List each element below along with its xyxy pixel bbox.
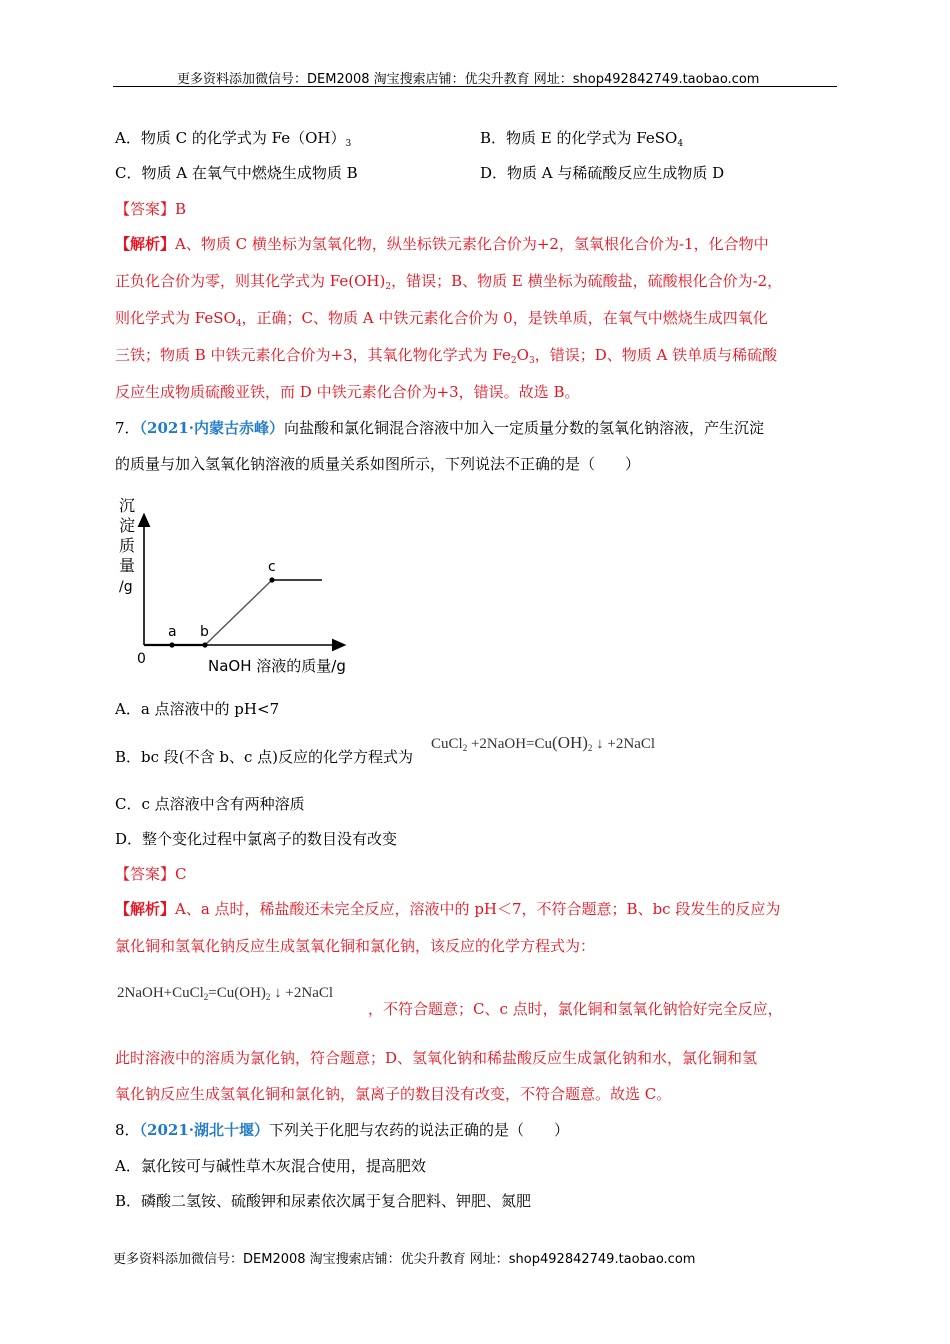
q7-explanation-line-5: 氧化钠反应生成氢氧化铜和氯化钠，氯离子的数目没有改变，不符合题意。故选 C。 [115, 1085, 672, 1103]
graph-xlabel: NaOH 溶液的质量/g [208, 657, 346, 675]
q7-stem-line-1: 7．（2021·内蒙古赤峰）向盐酸和氯化铜混合溶液中加入一定质量分数的氢氧化钠溶液，产生沉淀 [115, 419, 765, 437]
q8-source: （2021·湖北十堰） [139, 1121, 270, 1139]
q8-option-b: B．磷酸二氢铵、硫酸钾和尿素依次属于复合肥料、钾肥、氮肥 [115, 1192, 532, 1210]
graph-ylabel-2: 淀 [119, 516, 136, 535]
q7-explanation-line-4: 此时溶液中的溶质为氯化钠，符合题意；D、氢氧化钠和稀盐酸反应生成氯化钠和水，氯化铜和氢 [115, 1049, 758, 1067]
graph-label-c: c [268, 559, 276, 575]
q7-stem-line-2: 的质量与加入氢氧化钠溶液的质量关系如图所示，下列说法不正确的是（ ） [115, 455, 641, 473]
q7-source: （2021·内蒙古赤峰） [139, 419, 285, 437]
graph-segment-bc [205, 580, 272, 645]
q8-stem: 8．（2021·湖北十堰）下列关于化肥与农药的说法正确的是（ ） [115, 1121, 570, 1139]
page-footer: 更多资料添加微信号：DEM2008 淘宝搜索店铺：优尖升教育 网址：shop492842749.taobao.com [113, 1252, 696, 1267]
q7-explanation-line-2: 氯化铜和氢氧化钠反应生成氢氧化铜和氯化钠，该反应的化学方程式为： [115, 937, 596, 955]
graph-point-c [269, 577, 274, 582]
page-header: 更多资料添加微信号：DEM2008 淘宝搜索店铺：优尖升教育 网址：shop492842749.taobao.com [177, 72, 760, 87]
q6-explanation-line-1: 【解析】A、物质 C 横坐标为氢氧化物，纵坐标铁元素化合价为+2，氢氧根化合价为-1，化合物中 [115, 235, 769, 253]
q6-option-b: B．物质 E 的化学式为 FeSO$_4$ [480, 129, 684, 149]
q6-explanation-line-3: 则化学式为 FeSO$_4$，正确；C、物质 A 中铁元素化合价为 0，是铁单质，在氧气中燃烧生成四氧化 [115, 309, 768, 329]
q7-explanation-line-1: 【解析】A、a 点时，稀盐酸还未完全反应，溶液中的 pH＜7，不符合题意；B、bc 段发生的反应为 [115, 900, 781, 918]
q6-explanation-line-2: 正负化合价为零，则其化学式为 $Fe(OH)_2$，错误；B、物质 E 横坐标为硫酸盐，硫酸根化合价为-2， [115, 272, 783, 292]
q7-answer: 【答案】C [115, 865, 187, 883]
q7-option-a: A．a 点溶液中的 pH<7 [115, 700, 280, 718]
precipitate-graph [110, 485, 370, 685]
graph-point-b [202, 642, 207, 647]
q7-explanation-line-3: ，不符合题意；C、c 点时，氯化铜和氢氧化钠恰好完全反应， [368, 1000, 783, 1018]
graph-label-b: b [200, 624, 209, 640]
q6-explanation-line-4: 三铁；物质 B 中铁元素化合价为+3，其氧化物化学式为 $Fe_2O_3$，错误；D、物质 A 铁单质与稀硫酸 [115, 346, 778, 366]
q6-option-a: A．物质 C 的化学式为 $Fe(OH)_3$ [115, 129, 352, 149]
q7-option-c: C．c 点溶液中含有两种溶质 [115, 795, 305, 813]
q6-answer: 【答案】B [115, 200, 187, 218]
graph-ylabel-1: 沉 [119, 496, 136, 515]
graph-label-a: a [168, 624, 177, 640]
q7-explanation-equation: $2NaOH+CuCl_2=Cu(OH)_2$ ↓ +2NaCl [117, 985, 334, 1002]
q7-option-d: D．整个变化过程中氯离子的数目没有改变 [115, 830, 398, 848]
graph-origin: 0 [137, 651, 146, 667]
q6-option-c: C．物质 A 在氧气中燃烧生成物质 B [115, 164, 358, 182]
header-rule [113, 86, 837, 87]
q6-explanation-line-5: 反应生成物质硫酸亚铁，而 D 中铁元素化合价为+3，错误。故选 B。 [115, 383, 580, 401]
q7-option-b: B．bc 段(不含 b、c 点)反应的化学方程式为 [115, 748, 414, 766]
q8-option-a: A．氯化铵可与碱性草木灰混合使用，提高肥效 [115, 1157, 426, 1175]
graph-ylabel-4: 量 [119, 556, 136, 575]
graph-ylabel-3: 质 [119, 536, 136, 555]
q6-option-d: D．物质 A 与稀硫酸反应生成物质 D [480, 164, 725, 182]
graph-point-a [169, 642, 174, 647]
graph-yunit: /g [119, 579, 133, 595]
q7-option-b-equation: CuCl$_2$ $+2NaOH=Cu(OH)_2$ ↓ +2NaCl [431, 733, 656, 753]
